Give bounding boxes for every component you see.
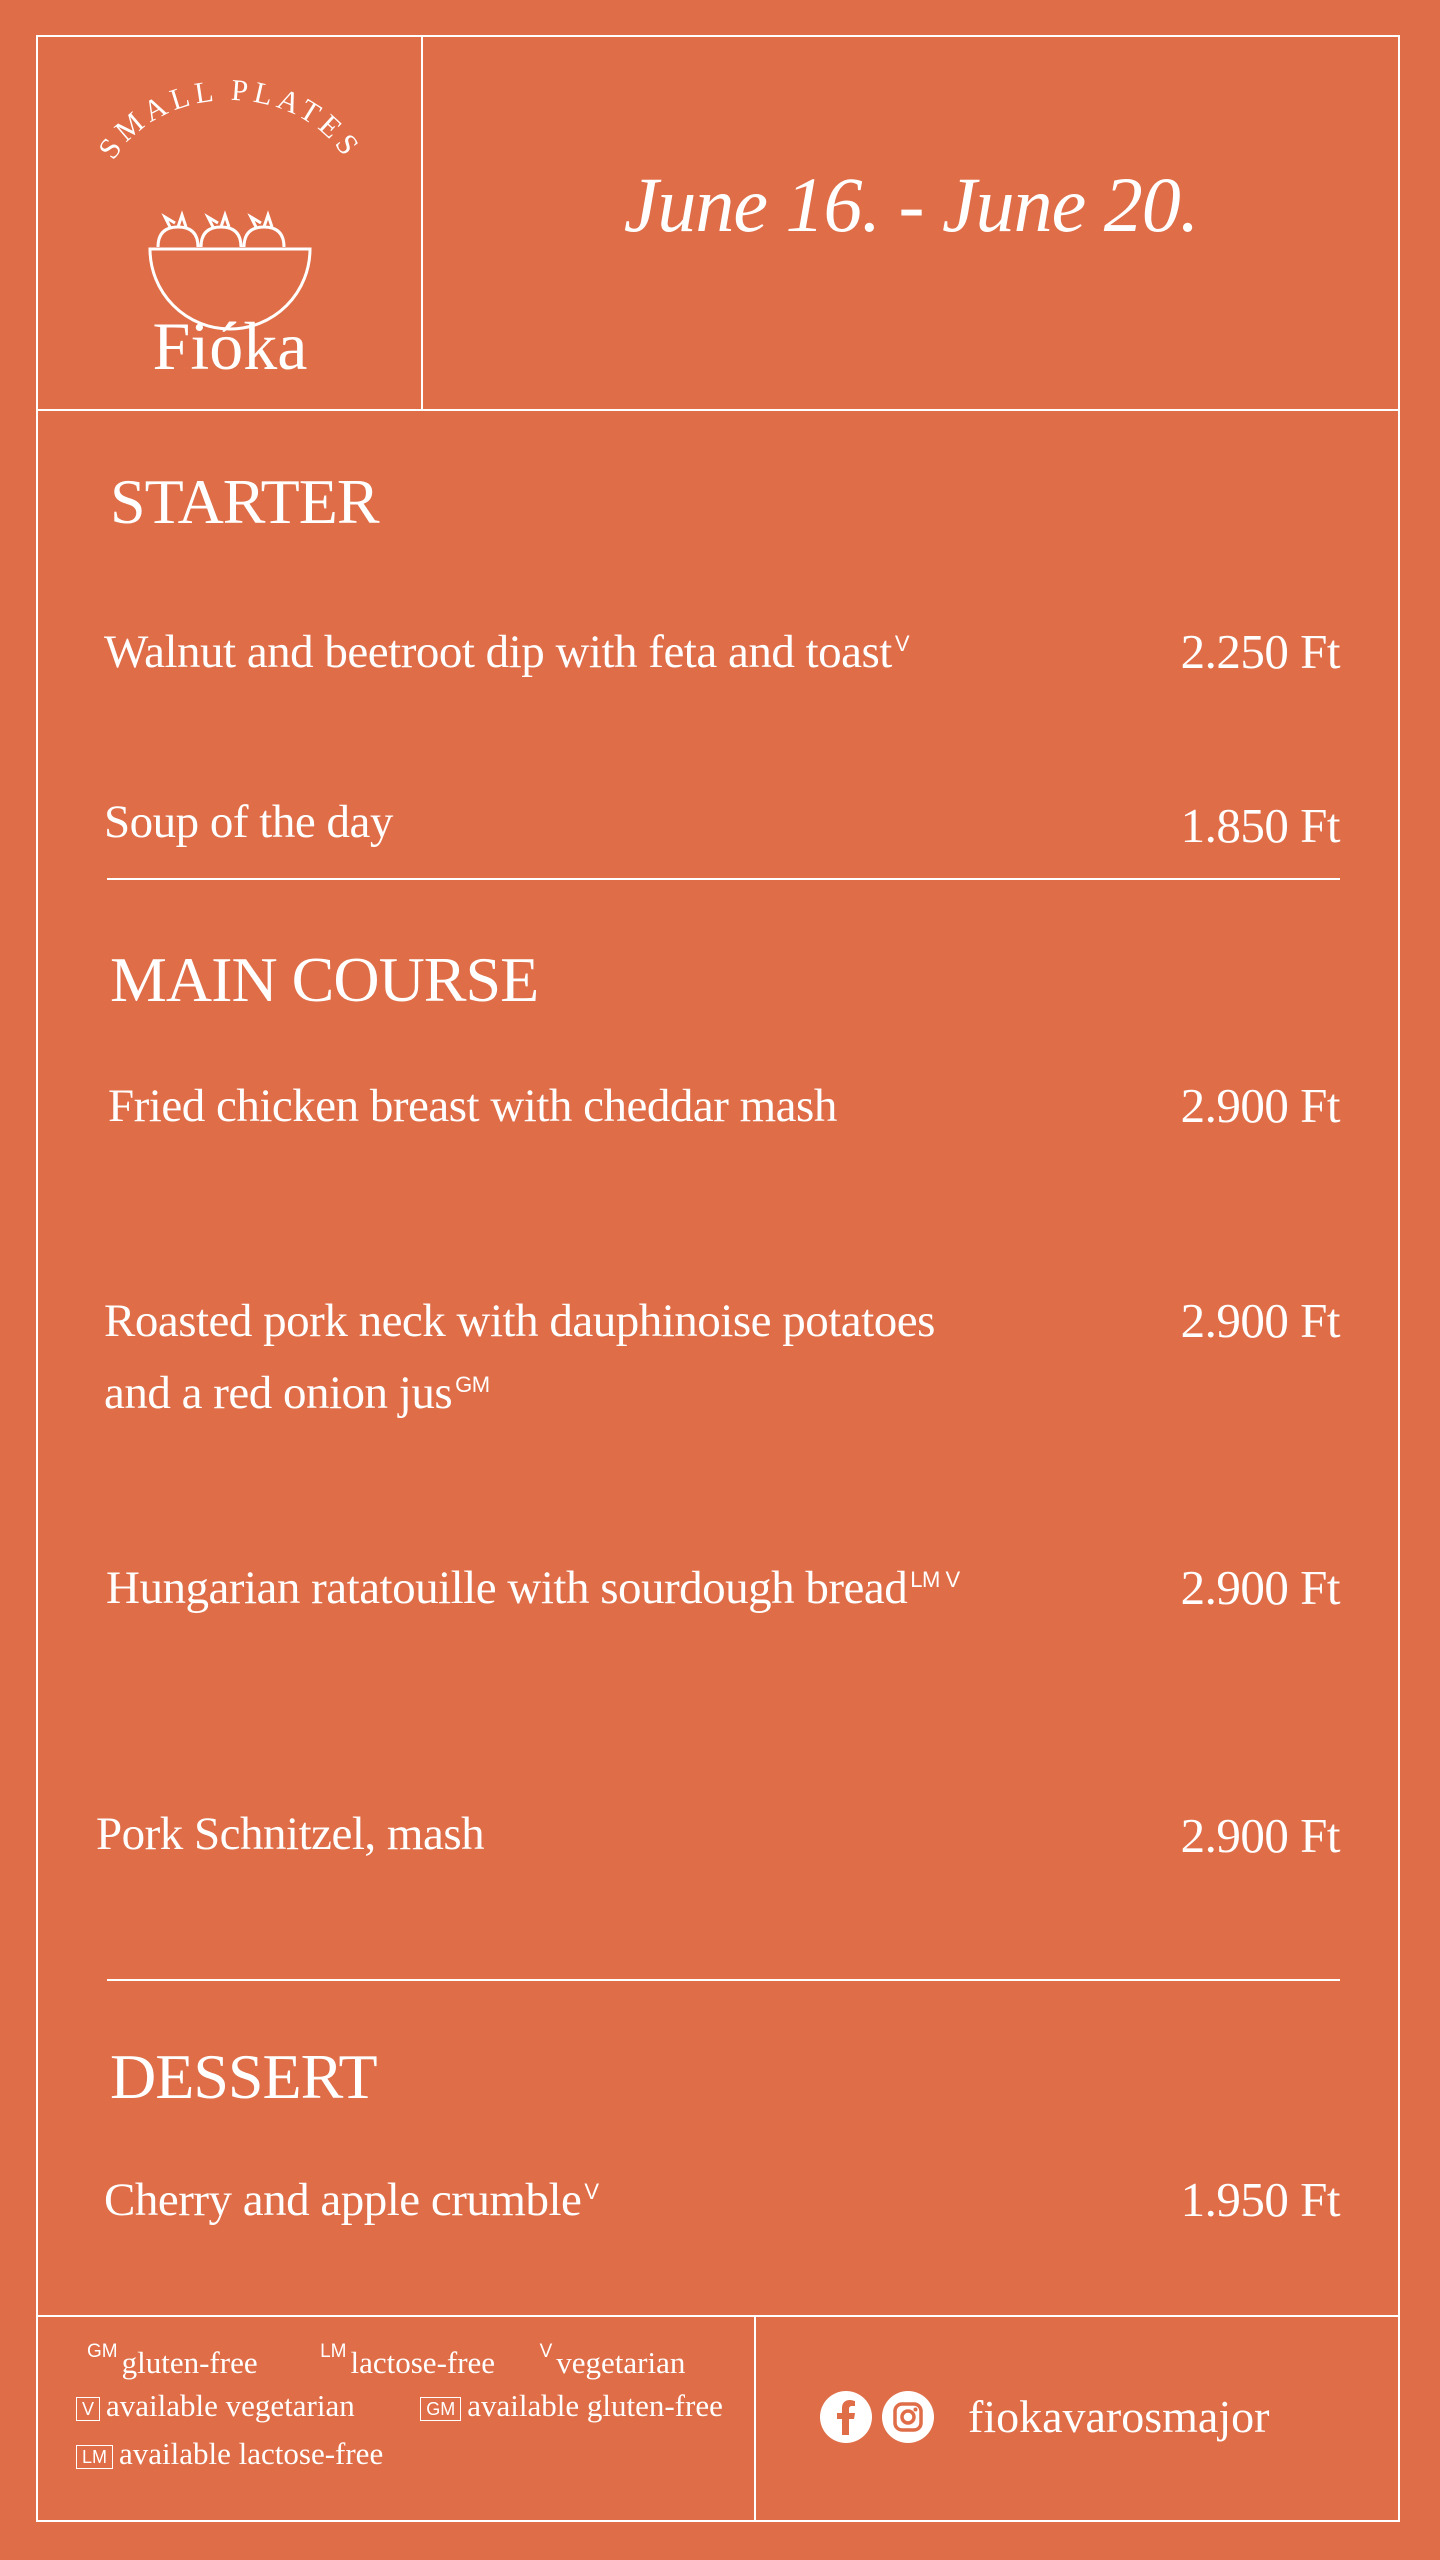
- starter-rule: [107, 878, 1340, 880]
- dietary-tag: V: [894, 631, 910, 656]
- item-name: Hungarian ratatouille with sourdough bread: [106, 1562, 908, 1614]
- legend-row-3: [76, 2436, 383, 2472]
- section-title-dessert: DESSERT: [110, 2041, 377, 2112]
- legend-mark: LM: [320, 2341, 347, 2362]
- legend-text: available lactose-free: [119, 2436, 384, 2471]
- item-price: 2.900 Ft: [1180, 1808, 1340, 1863]
- item-price: 2.900 Ft: [1180, 1078, 1340, 1133]
- menu-dates: June 16. - June 20.: [623, 161, 1199, 248]
- item-name: Soup of the day: [104, 796, 393, 848]
- logo: [38, 37, 422, 409]
- menu-item: [104, 1285, 935, 1429]
- legend-text: vegetarian: [556, 2345, 686, 2380]
- item-name: Pork Schnitzel, mash: [96, 1808, 485, 1860]
- legend-box-mark: GM: [420, 2397, 461, 2421]
- legend-row-1: [84, 2341, 686, 2381]
- header-bottom-rule: [38, 409, 1398, 411]
- legend-box-mark: LM: [76, 2445, 113, 2469]
- menu-item: [106, 1552, 960, 1624]
- item-price: 2.250 Ft: [1180, 624, 1340, 679]
- svg-text:SMALL PLATES: [92, 74, 368, 165]
- legend-text: gluten-free: [121, 2345, 258, 2380]
- logo-tagline: SMALL PLATES: [92, 73, 368, 166]
- legend-text: available vegetarian: [106, 2388, 355, 2423]
- footer-divider: [754, 2317, 756, 2520]
- menu-item: [108, 1070, 837, 1142]
- item-price: 1.950 Ft: [1180, 2172, 1340, 2227]
- legend-text: lactose-free: [350, 2345, 496, 2380]
- item-price: 1.850 Ft: [1180, 798, 1340, 853]
- item-name: Fried chicken breast with cheddar mash: [108, 1080, 837, 1132]
- footer-top-rule: [38, 2315, 1398, 2317]
- legend-row-2: [76, 2388, 723, 2424]
- dietary-tag: GM: [455, 1372, 490, 1397]
- item-name-line-2: and a red onion jus: [104, 1367, 453, 1419]
- legend-text: available gluten-free: [467, 2388, 723, 2423]
- brand-name: Fióka: [152, 308, 308, 384]
- item-name: Walnut and beetroot dip with feta and toast: [104, 626, 892, 678]
- instagram-icon[interactable]: [882, 2391, 934, 2443]
- main-rule: [107, 1979, 1340, 1981]
- menu-item: [104, 786, 393, 858]
- dietary-tag: V: [584, 2179, 599, 2204]
- legend-mark: GM: [87, 2341, 118, 2362]
- item-name-line-1: Roasted pork neck with dauphinoise potatoes: [104, 1295, 935, 1347]
- menu-item: [104, 616, 909, 688]
- section-title-starter: STARTER: [110, 466, 379, 537]
- menu-item: [96, 1798, 484, 1870]
- dietary-tag: LM V: [910, 1567, 960, 1592]
- legend-box-mark: V: [76, 2397, 100, 2421]
- item-price: 2.900 Ft: [1180, 1560, 1340, 1615]
- menu-item: [104, 2164, 599, 2236]
- facebook-icon[interactable]: [820, 2391, 872, 2443]
- legend-mark: V: [539, 2341, 553, 2362]
- item-price: 2.900 Ft: [1180, 1293, 1340, 1348]
- social-handle[interactable]: fiokavarosmajor: [968, 2391, 1270, 2442]
- item-name: Cherry and apple crumble: [104, 2174, 582, 2226]
- social-links: [820, 2390, 1269, 2443]
- section-title-main-course: MAIN COURSE: [110, 944, 539, 1015]
